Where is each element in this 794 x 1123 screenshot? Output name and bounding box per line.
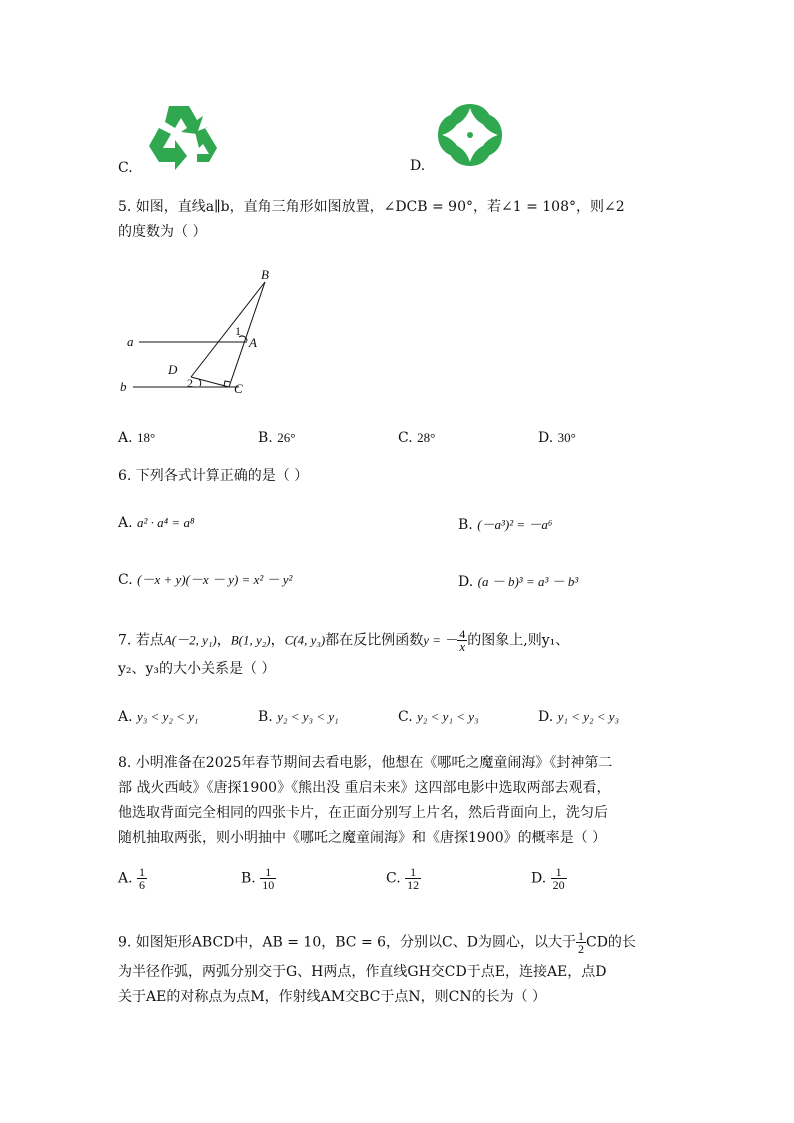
label-b-point: B <box>261 267 269 282</box>
q7-function-fraction: $\frac{4}{x}$ <box>459 627 466 654</box>
label-angle-2: 2 <box>187 376 193 390</box>
q7-function-lhs: y = － <box>423 632 458 648</box>
q6-stem: 6. 下列各式计算正确的是（ ） <box>118 468 309 484</box>
label-line-a: a <box>127 334 134 349</box>
q9-stem-line1: 9. 如图矩形ABCD中，AB = 10，BC = 6，分别以C、D为圆心，以大于 $\frac{1}{2}$ CD的长 <box>118 929 636 956</box>
q5-option-c: C. 28° <box>398 430 436 446</box>
q7-option-c: C. y₂ < y₁ < y₃ <box>398 709 479 725</box>
q9-stem-line3: 关于AE的对称点为点M，作射线AM交BC于点N，则CN的长为（ ） <box>118 989 547 1005</box>
q5-option-a: A. 18° <box>118 430 156 446</box>
q8-stem-line2: 部 战火西岐》《唐探1900》《熊出没 重启未来》这四部电影中选取两部去观看， <box>118 780 611 796</box>
label-c-point: C <box>234 381 243 396</box>
q7-stem-line2: y₂、y₃的大小关系是（ ） <box>118 661 276 677</box>
q5-figure <box>115 265 275 400</box>
q8-option-d: D. $\frac{1}{20}$ <box>531 865 565 892</box>
segment-bd <box>191 282 265 377</box>
recycle-icon <box>145 100 223 172</box>
q5-option-d: D. 30° <box>538 430 576 446</box>
q6-option-b: B. (－a³)² = －a⁶ <box>458 517 553 533</box>
q8-stem-line4: 随机抽取两张，则小明抽中《哪吒之魔童闹海》和《唐探1900》的概率是（ ） <box>118 830 607 846</box>
q8-stem-line1: 8. 小明准备在2025年春节期间去看电影，他想在《哪吒之魔童闹海》《封神第二 <box>118 755 613 771</box>
angle-2-arc <box>199 379 201 386</box>
q7-option-a: A. y₃ < y₂ < y₁ <box>118 709 199 725</box>
label-angle-1: 1 <box>235 324 241 338</box>
q5-stem-line1: 5. 如图，直线a∥b，直角三角形如图放置，∠DCB = 90°，若∠1 = 108°，则∠2 <box>118 199 625 215</box>
q8-option-a: A. $\frac{1}{6}$ <box>118 865 146 892</box>
q8-option-c: C. $\frac{1}{12}$ <box>386 865 420 892</box>
q5-stem-line2: 的度数为（ ） <box>118 224 207 240</box>
q7-option-d: D. y₁ < y₂ < y₃ <box>538 709 620 725</box>
four-leaf-emblem-icon <box>434 100 506 170</box>
q6-option-c: C. (－x + y)(－x － y) = x² － y² <box>118 572 293 588</box>
q9-half-fraction: $\frac{1}{2}$ <box>577 929 584 956</box>
q7-point-b: B(1, y₂) <box>230 632 271 648</box>
q7-option-b: B. y₂ < y₃ < y₁ <box>258 709 339 725</box>
q5-option-b: B. 26° <box>258 430 296 446</box>
q8-stem-line3: 他选取背面完全相同的四张卡片，在正面分别写上片名，然后背面向上，洗匀后 <box>118 805 608 821</box>
q6-option-d: D. (a － b)³ = a³ － b³ <box>458 574 579 590</box>
segment-dc <box>191 377 229 387</box>
q8-option-b: B. $\frac{1}{10}$ <box>241 865 275 892</box>
label-d-point: D <box>168 362 178 377</box>
q9-stem-line2: 为半径作弧，两弧分别交于G、H两点，作直线GH交CD于点E，连接AE，点D <box>118 964 607 980</box>
q7-point-a: A(－2, y₁) <box>163 632 217 648</box>
label-line-b: b <box>120 379 127 394</box>
q7-point-c: C(4, y₃) <box>284 632 326 648</box>
q4-option-c-label: C. <box>118 160 133 176</box>
q6-option-a: A. a² · a⁴ = a⁸ <box>118 515 195 531</box>
label-a-point: A <box>249 335 257 350</box>
q7-stem-line1: 7. 若点A(－2, y₁)，B(1, y₂)，C(4, y₃)都在反比例函数y = － $\frac{4}{x}$ 的图象上,则y₁、 <box>118 627 570 654</box>
q4-option-d-label: D. <box>410 158 426 174</box>
